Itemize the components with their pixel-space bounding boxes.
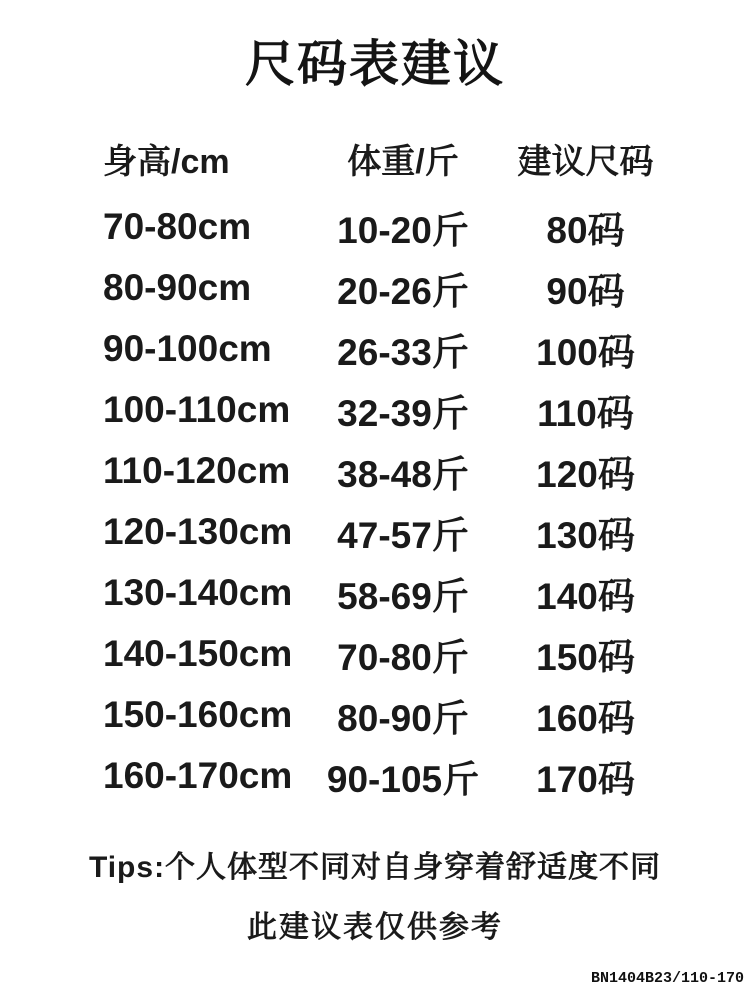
page-title: 尺码表建议 xyxy=(245,36,505,92)
height-cell: 130-140cm xyxy=(103,571,293,613)
size-cell: 150码 xyxy=(536,636,635,678)
size-cell: 140码 xyxy=(536,575,635,617)
size-cell: 170码 xyxy=(536,758,635,800)
weight-cell: 32-39斤 xyxy=(337,392,469,434)
table-header-row xyxy=(103,134,673,181)
size-cell: 80码 xyxy=(546,209,625,251)
table-row xyxy=(103,501,673,562)
height-cell: 140-150cm xyxy=(103,632,293,674)
height-cell: 160-170cm xyxy=(103,754,293,796)
table-row xyxy=(103,745,673,806)
column-header-height: 身高/cm xyxy=(103,143,230,181)
tips-section xyxy=(0,848,750,948)
weight-cell: 20-26斤 xyxy=(337,270,469,312)
weight-cell: 26-33斤 xyxy=(337,331,469,373)
weight-cell: 47-57斤 xyxy=(337,514,469,556)
table-row xyxy=(103,440,673,501)
weight-cell: 90-105斤 xyxy=(326,758,480,800)
size-table xyxy=(103,134,673,806)
height-cell: 80-90cm xyxy=(103,266,252,308)
table-row xyxy=(103,562,673,623)
tips-line-1: Tips:个人体型不同对自身穿着舒适度不同 xyxy=(88,851,662,884)
weight-cell: 38-48斤 xyxy=(337,453,469,495)
product-code: BN1404B23/110-170 xyxy=(590,970,744,987)
weight-cell: 80-90斤 xyxy=(337,697,469,739)
table-body xyxy=(103,196,673,806)
column-header-size: 建议尺码 xyxy=(517,143,654,181)
height-cell: 100-110cm xyxy=(103,388,291,430)
size-cell: 160码 xyxy=(536,697,635,739)
table-row xyxy=(103,623,673,684)
size-cell: 130码 xyxy=(536,514,635,556)
table-row xyxy=(103,196,673,257)
height-cell: 90-100cm xyxy=(103,327,272,369)
column-header-weight: 体重/斤 xyxy=(347,143,459,181)
size-cell: 90码 xyxy=(546,270,625,312)
weight-cell: 58-69斤 xyxy=(337,575,469,617)
table-row xyxy=(103,318,673,379)
size-cell: 120码 xyxy=(536,453,635,495)
weight-cell: 10-20斤 xyxy=(337,209,469,251)
table-row xyxy=(103,379,673,440)
height-cell: 150-160cm xyxy=(103,693,293,735)
weight-cell: 70-80斤 xyxy=(337,636,469,678)
table-row xyxy=(103,257,673,318)
table-row xyxy=(103,684,673,745)
size-cell: 110码 xyxy=(537,392,634,434)
height-cell: 120-130cm xyxy=(103,510,293,552)
tips-line-2: 此建议表仅供参考 xyxy=(247,911,503,944)
size-cell: 100码 xyxy=(536,331,635,373)
height-cell: 70-80cm xyxy=(103,205,252,247)
height-cell: 110-120cm xyxy=(103,449,291,491)
